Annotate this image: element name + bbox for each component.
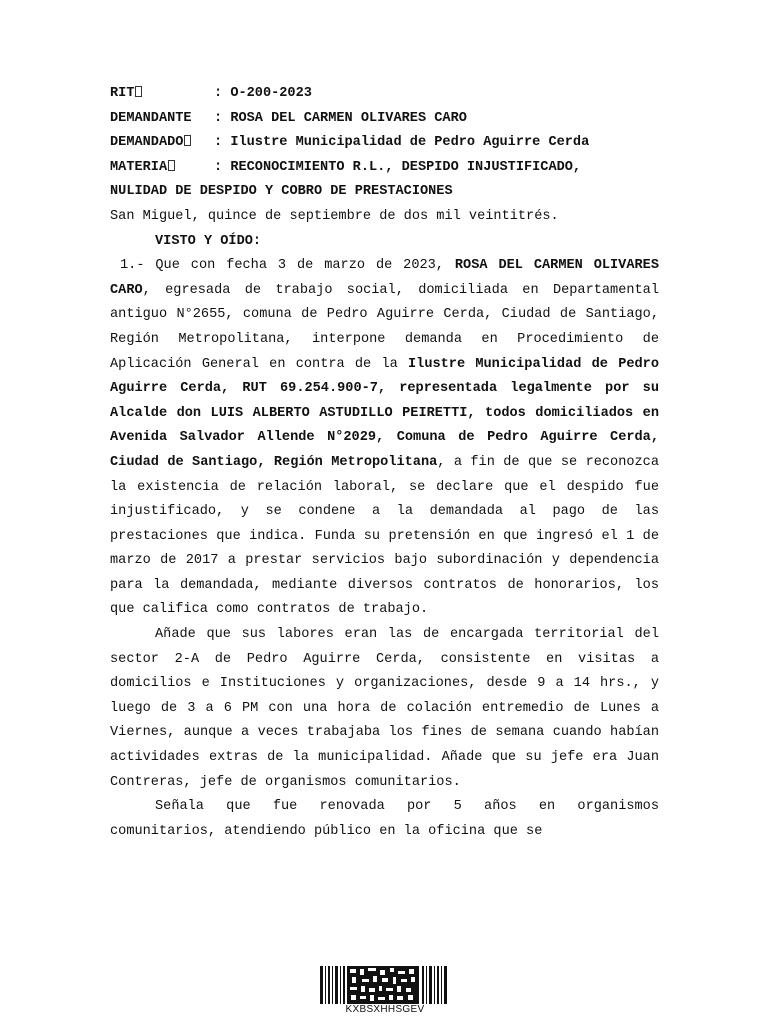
header-materia-continued: [110, 180, 659, 205]
materia-label: MATERIA: [110, 159, 168, 175]
demandante-value: : ROSA DEL CARMEN OLIVARES CARO: [214, 110, 467, 126]
paragraph-1-claims: , a fin de que se reconozca la existencia de relación laboral, se declare que el despido fue injustificado, y se condene a la demandada al pago de las prestaciones que indica. Funda su pretensión en que ingresó el 1 de marzo de 2017 a prestar servicios bajo subordinación y dependencia para la demandada, mediante diversos contratos de honorarios, los que califica como contratos de trabajo.: [110, 454, 659, 618]
demandante-label: DEMANDANTE: [110, 110, 192, 126]
demandado-label: DEMANDADO: [110, 135, 184, 151]
demandado-value: : Ilustre Municipalidad de Pedro Aguirre Cerda: [214, 135, 590, 151]
paragraph-1-body: , egresada de trabajo social, domiciliada en Departamental antiguo N°2655, comuna de Pedro Aguirre Cerda, Ciudad de Santiago, Región Metropolitana, interpone demanda en Procedimiento de Aplicación General en contra de la: [110, 282, 659, 372]
materia-value: : RECONOCIMIENTO R.L., DESPIDO INJUSTIFICADO,: [214, 159, 582, 175]
missing-glyph-icon: [135, 86, 142, 97]
document-body: [110, 82, 659, 844]
missing-glyph-icon: [184, 135, 191, 146]
rit-label: RIT: [110, 86, 135, 101]
paragraph-3: Señala que fue renovada por 5 años en organismos comunitarios, atendiendo público en la oficina que se: [110, 799, 659, 839]
header-demandado: [110, 131, 659, 156]
barcode-graphic: [320, 966, 450, 1004]
paragraph-1: [110, 254, 659, 623]
paragraph-1-intro: 1.- Que con fecha 3 de marzo de 2023,: [120, 258, 455, 274]
plaintiff-name: ROSA DEL CARMEN OLIVARES CARO: [110, 258, 659, 298]
visto-heading: VISTO Y OÍDO:: [155, 233, 262, 249]
barcode-caption: KXBSXHHSGEV: [345, 1004, 425, 1015]
paragraph-2: Añade que sus labores eran las de encargada territorial del sector 2-A de Pedro Aguirre Cerda, consistente en visitas a domicilios e Instituciones y organizaciones, desde 9 a 14 hrs., y luego de 3 a 6 PM con una hora de colación entremedio de Lunes a Viernes, aunque a veces trabajaba los fines de semana cuando habían actividades extras de la municipalidad. Añade que su jefe era Juan Contreras, jefe de organismos comunitarios.: [110, 627, 659, 790]
rit-value: : O-200-2023: [214, 86, 312, 101]
barcode-icon: [320, 966, 450, 1006]
header-rit: [110, 82, 659, 107]
header-demandante: [110, 107, 659, 132]
date-line: San Miguel, quince de septiembre de dos mil veintitrés.: [110, 208, 559, 224]
defendant-details: Ilustre Municipalidad de Pedro Aguirre Cerda, RUT 69.254.900-7, representada legalmente por su Alcalde don LUIS ALBERTO ASTUDILLO PEIRETTI, todos domiciliados en Avenida Salvador Allende N°2029, Comuna de Pedro Aguirre Cerda, Ciudad de Santiago, Región Metropolitana: [110, 356, 659, 470]
materia-continued-text: NULIDAD DE DESPIDO Y COBRO DE PRESTACIONES: [110, 184, 453, 200]
missing-glyph-icon: [168, 160, 175, 171]
header-materia: [110, 156, 659, 181]
